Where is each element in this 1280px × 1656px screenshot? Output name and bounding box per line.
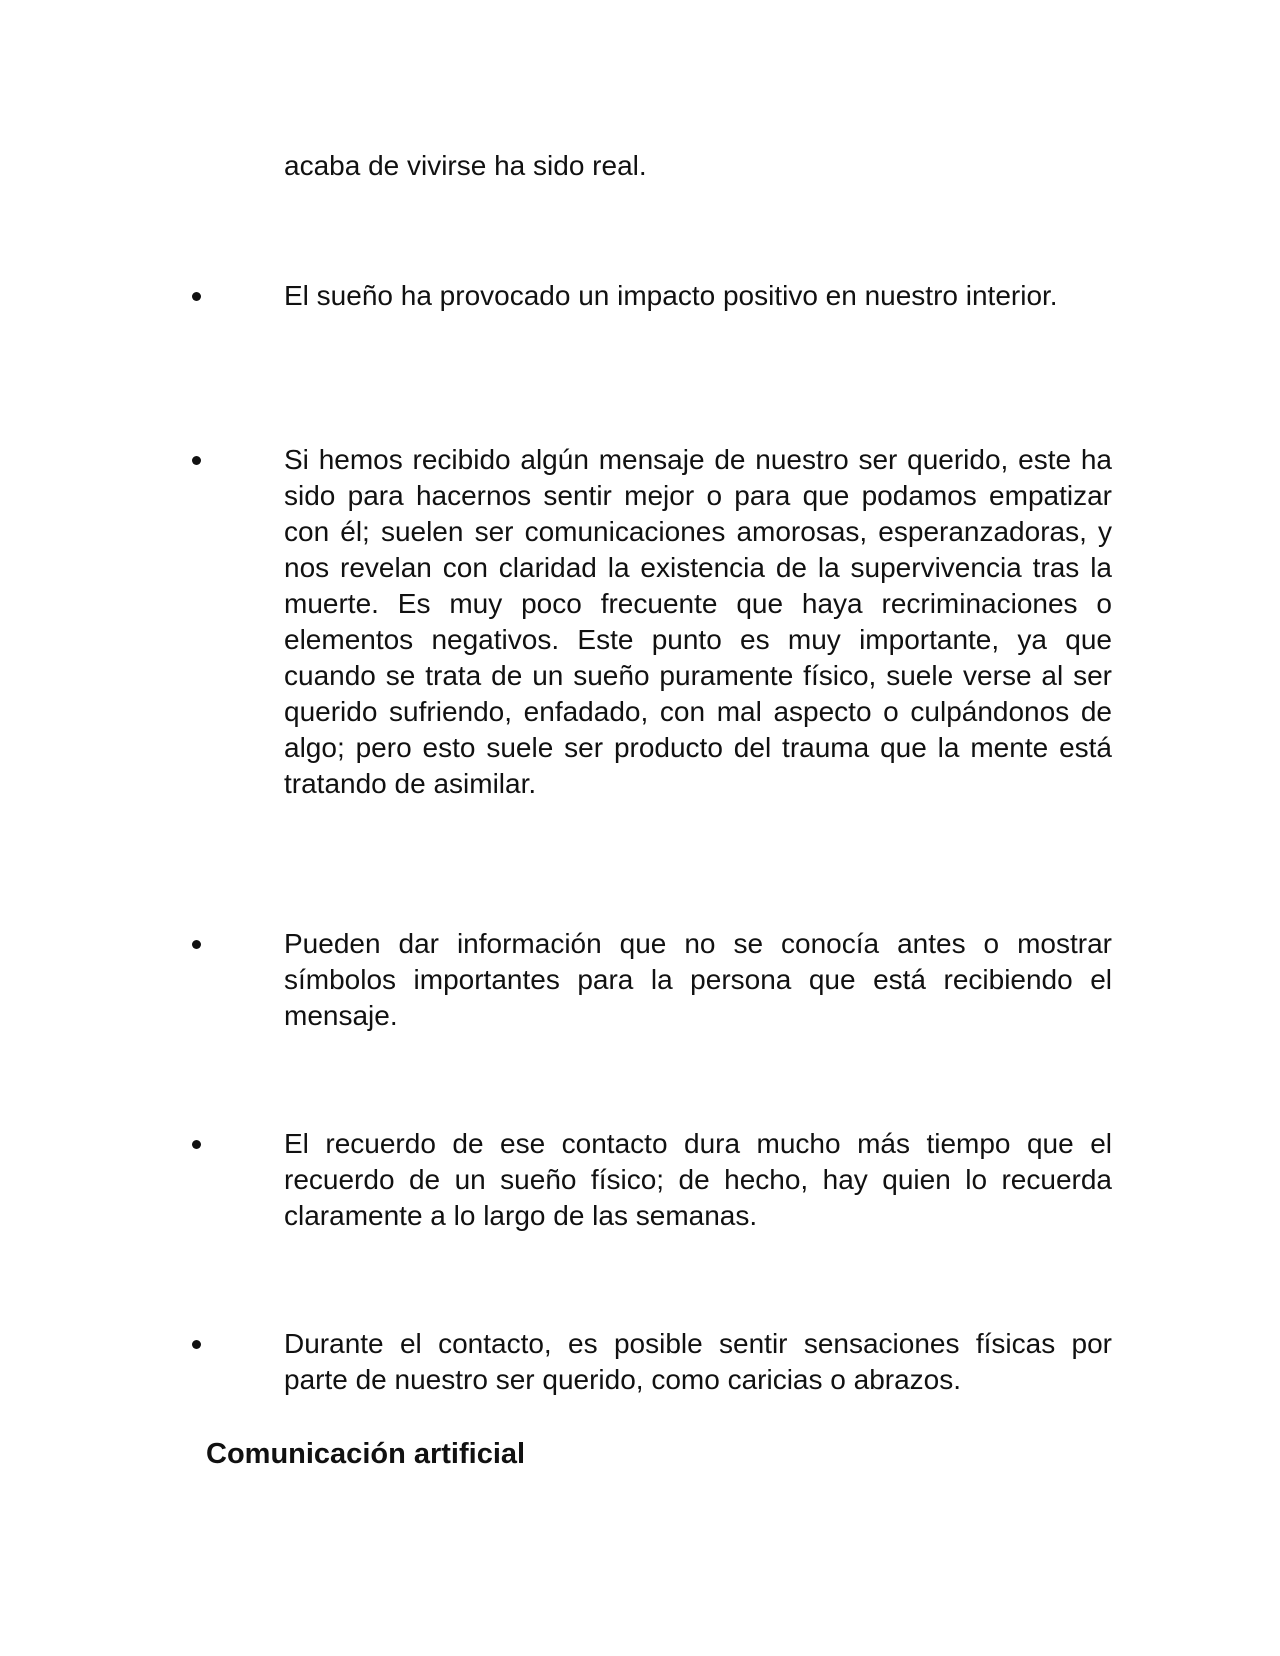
list-item: El recuerdo de ese contacto dura mucho más tiempo que el recuerdo de un sueño físico; de hecho, hay quien lo recuerda claramente a lo largo de las semanas. bbox=[284, 1128, 1112, 1231]
bullet-icon bbox=[188, 1326, 202, 1340]
list-item: Durante el contacto, es posible sentir sensaciones físicas por parte de nuestro ser querido, como caricias o abrazos. bbox=[284, 1328, 1112, 1395]
list-item: Pueden dar información que no se conocía antes o mostrar símbolos importantes para la persona que está recibiendo el mensaje. bbox=[284, 928, 1112, 1031]
bullet-icon bbox=[188, 1126, 202, 1140]
bullet-icon bbox=[188, 278, 202, 292]
bullet-icon bbox=[188, 442, 202, 456]
list-item: El sueño ha provocado un impacto positivo en nuestro interior. bbox=[284, 280, 1058, 311]
intro-line: acaba de vivirse ha sido real. bbox=[284, 150, 647, 181]
section-heading: Comunicación artificial bbox=[206, 1438, 526, 1470]
bullet-icon bbox=[188, 926, 202, 940]
list-item: Si hemos recibido algún mensaje de nuestro ser querido, este ha sido para hacernos sentir mejor o para que podamos empatizar con él; suelen ser comunicaciones amorosas, esperanzadoras, y nos revelan con claridad la existencia de la supervivencia tras la muerte. Es muy poco frecuente que haya recriminaciones o elementos negativos. Este punto es muy importante, ya que cuando se trata de un sueño puramente físico, suele verse al ser querido sufriendo, enfadado, con mal aspecto o culpándonos de algo; pero esto suele ser producto del trauma que la mente está tratando de asimilar. bbox=[284, 444, 1112, 799]
